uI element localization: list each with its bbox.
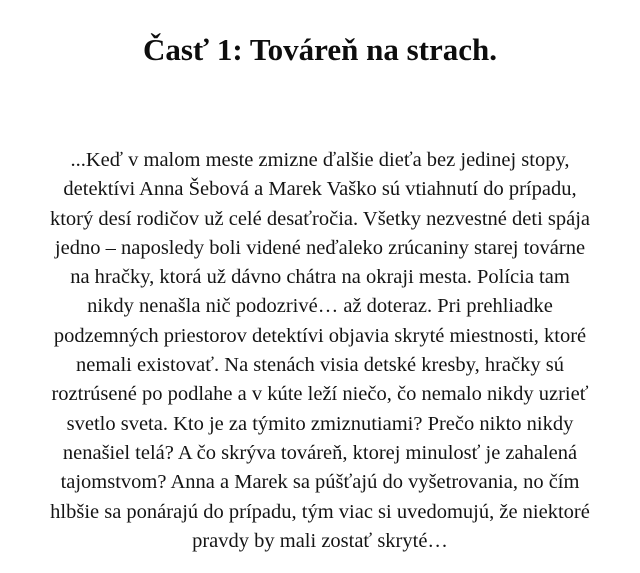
synopsis-line: detektívi Anna Šebová a Marek Vaško sú vtiahnutí do prípadu, (63, 178, 577, 201)
synopsis-line: hlbšie sa ponárajú do prípadu, tým viac si uvedomujú, že niektoré (50, 500, 590, 523)
synopsis-line: nemali existovať. Na stenách visia detské kresby, hračky sú (76, 354, 564, 377)
synopsis-line: nenašiel telá? A čo skrýva továreň, ktorej minulosť je zahalená (62, 441, 578, 464)
synopsis-line: svetlo sveta. Kto je za týmito zmiznutiami? Prečo nikto nikdy (66, 412, 574, 435)
synopsis-line: tajomstvom? Anna a Marek sa púšťajú do vyšetrovania, no čím (60, 471, 580, 494)
synopsis-line: podzemných priestorov detektívi objavia skryté miestnosti, ktoré (53, 324, 587, 347)
synopsis-line: ...Keď v malom meste zmizne ďalšie dieťa bez jedinej stopy, (70, 149, 570, 171)
synopsis-line: pravdy by mali zostať skryté… (192, 529, 448, 552)
synopsis-line: na hračky, ktorá už dávno chátra na okraji mesta. Polícia tam (70, 266, 570, 289)
synopsis-line: jedno – naposledy boli videné neďaleko zrúcaniny starej továrne (54, 236, 586, 259)
chapter-title: Časť 1: Továreň na strach. (142, 32, 498, 67)
synopsis-line: nikdy nenašla nič podozrivé… až doteraz. Pri prehliadke (87, 295, 553, 318)
synopsis-line: roztrúsené po podlahe a v kúte leží niečo, čo nemalo nikdy uzrieť (51, 383, 589, 406)
synopsis-line: ktorý desí rodičov už celé desaťročia. Všetky nezvestné deti spája (49, 207, 591, 230)
synopsis-paragraph (28, 146, 612, 556)
